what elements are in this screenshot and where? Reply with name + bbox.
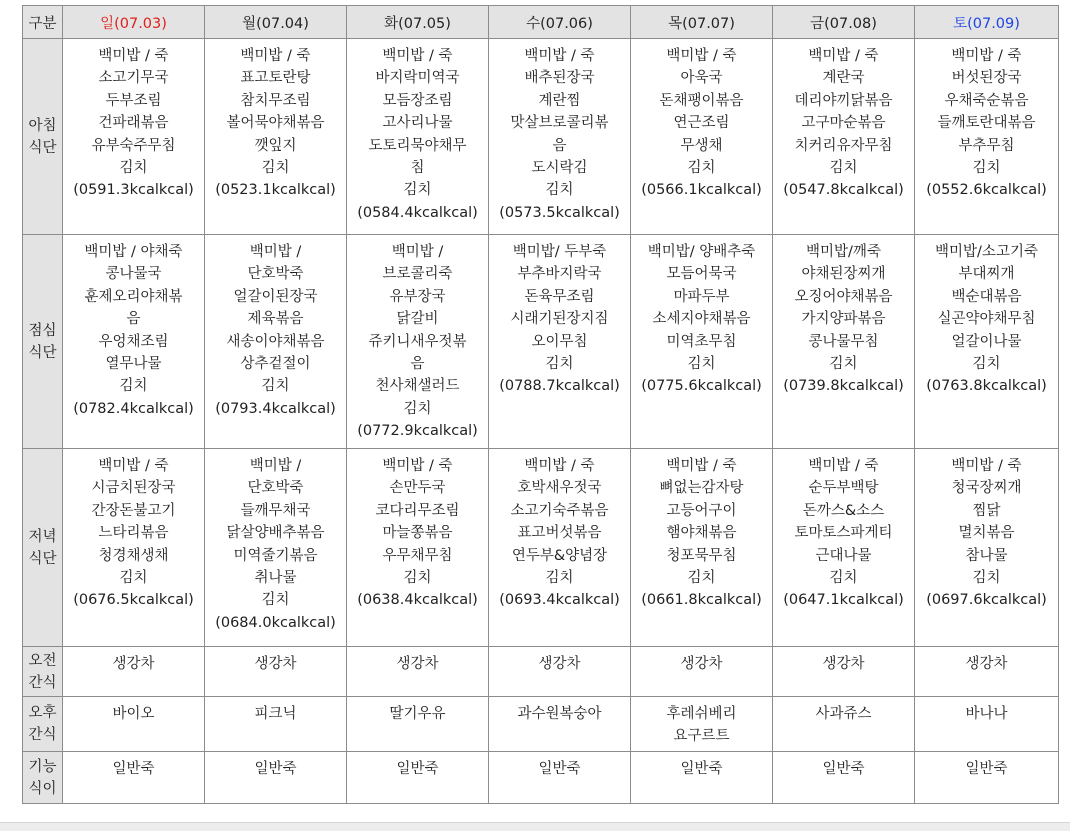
menu-cell-lunch-day-4 <box>631 235 773 449</box>
menu-item: 김치 <box>119 570 148 587</box>
menu-item: 쥬키니새우젓볶 <box>368 333 467 350</box>
header-day-1: 월(07.04) <box>205 6 347 39</box>
menu-item: 음 <box>552 137 567 154</box>
menu-item: 손만두국 <box>389 480 446 497</box>
row-label-lunch <box>23 235 63 449</box>
menu-cell-breakfast-day-4 <box>631 39 773 235</box>
weekly-meal-table <box>22 5 1059 804</box>
menu-item: 백미밥 / 죽 <box>524 48 595 64</box>
menu-cell-breakfast-day-0 <box>63 39 205 235</box>
menu-item: 가지양파볶음 <box>801 311 886 328</box>
menu-item: 간장돈불고기 <box>91 502 176 519</box>
menu-cell-dinner-day-1 <box>205 449 347 647</box>
menu-item: (0566.1kcalkcal) <box>641 182 762 199</box>
menu-item: 무생채 <box>680 137 723 154</box>
menu-cell-lunch-day-3 <box>489 235 631 449</box>
menu-item: 마파두부 <box>673 288 730 305</box>
menu-item: 뼈없는감자탕 <box>659 480 744 497</box>
menu-cell-lunch-day-2 <box>347 235 489 449</box>
menu-item: 김치 <box>261 378 290 395</box>
menu-item: 백미밥 / 죽 <box>666 458 737 474</box>
menu-item: 돈육무조림 <box>524 288 595 305</box>
menu-item: 돈채팽이볶음 <box>659 92 744 109</box>
menu-item: 실곤약야채무침 <box>937 311 1036 328</box>
menu-item: 김치 <box>972 356 1001 373</box>
menu-item: 닭살양배추볶음 <box>226 525 325 542</box>
menu-item: (0772.9kcalkcal) <box>357 423 478 440</box>
menu-cell-breakfast-day-1 <box>205 39 347 235</box>
menu-item: (0638.4kcalkcal) <box>357 592 478 609</box>
menu-item: 피크닉 <box>254 706 297 722</box>
menu-item: 김치 <box>119 378 148 395</box>
menu-item: 소고기숙주볶음 <box>510 502 609 519</box>
menu-item: 참나물 <box>965 547 1008 564</box>
menu-item: 김치 <box>687 160 716 177</box>
row-dinner <box>23 449 1059 647</box>
menu-item: (0547.8kcalkcal) <box>783 182 904 199</box>
menu-item: 치커리유자무침 <box>794 137 893 154</box>
row-label-text: 아침 <box>28 117 57 134</box>
menu-item: 생강차 <box>254 656 297 672</box>
menu-item: 일반죽 <box>965 761 1008 777</box>
menu-item: 코다리무조림 <box>375 502 460 519</box>
menu-item: 김치 <box>545 570 574 587</box>
menu-item: 단호박죽 <box>247 266 304 283</box>
menu-item: 단호박죽 <box>247 480 304 497</box>
menu-item: 호박새우젓국 <box>517 480 602 497</box>
menu-item: (0788.7kcalkcal) <box>499 378 620 395</box>
menu-cell-breakfast-day-3 <box>489 39 631 235</box>
menu-item: 모듬어묵국 <box>666 266 737 283</box>
menu-item: 김치 <box>687 356 716 373</box>
menu-item: 일반죽 <box>254 761 297 777</box>
menu-cell-morning-snack-day-1 <box>205 647 347 697</box>
menu-item: 백미밥 / 죽 <box>382 458 453 474</box>
menu-item: 일반죽 <box>680 761 723 777</box>
menu-item: 들깨토란대볶음 <box>937 115 1036 132</box>
row-afternoon-snack <box>23 697 1059 752</box>
menu-cell-functional-diet-day-1 <box>205 752 347 804</box>
header-day-4: 목(07.07) <box>631 6 773 39</box>
menu-item: 상추겉절이 <box>240 356 311 373</box>
row-label-morning-snack <box>23 647 63 697</box>
menu-item: 백미밥/ 두부죽 <box>512 244 607 260</box>
menu-item: 김치 <box>545 182 574 199</box>
menu-cell-lunch-day-5 <box>773 235 915 449</box>
menu-item: 건파래볶음 <box>98 115 169 132</box>
menu-item: 열무나물 <box>105 356 162 373</box>
menu-item: (0739.8kcalkcal) <box>783 378 904 395</box>
menu-item: 김치 <box>403 182 432 199</box>
header-day-6: 토(07.09) <box>915 6 1059 39</box>
menu-item: 취나물 <box>254 570 297 587</box>
menu-item: 얼갈이나물 <box>951 333 1022 350</box>
menu-item: 일반죽 <box>822 761 865 777</box>
menu-cell-breakfast-day-6 <box>915 39 1059 235</box>
menu-item: (0523.1kcalkcal) <box>215 182 336 199</box>
menu-item: 들깨무채국 <box>240 502 311 519</box>
menu-cell-functional-diet-day-2 <box>347 752 489 804</box>
row-label-text: 간식 <box>28 727 57 743</box>
header-day-0: 일(07.03) <box>63 6 205 39</box>
menu-item: 표고토란탕 <box>240 70 311 87</box>
menu-item: 연두부&양념장 <box>511 547 608 564</box>
menu-item: 백미밥 / 죽 <box>524 458 595 474</box>
menu-cell-functional-diet-day-3 <box>489 752 631 804</box>
menu-item: 생강차 <box>538 656 581 672</box>
menu-item: 딸기우유 <box>389 706 446 722</box>
menu-item: 백순대볶음 <box>951 288 1022 305</box>
menu-item: 생강차 <box>680 656 723 672</box>
menu-item: 백미밥/소고기죽 <box>935 244 1038 260</box>
menu-item: (0647.1kcalkcal) <box>783 592 904 609</box>
menu-item: (0552.6kcalkcal) <box>926 182 1047 199</box>
menu-item: 일반죽 <box>112 761 155 777</box>
menu-item: 김치 <box>687 570 716 587</box>
menu-item: 브로콜리죽 <box>382 266 453 283</box>
menu-cell-afternoon-snack-day-0 <box>63 697 205 752</box>
menu-item: 백미밥/깨죽 <box>806 244 881 260</box>
menu-item: 아욱국 <box>680 70 723 87</box>
menu-item: 백미밥 / 죽 <box>666 48 737 64</box>
row-label-dinner <box>23 449 63 647</box>
menu-cell-functional-diet-day-5 <box>773 752 915 804</box>
menu-item: 청포묵무침 <box>666 547 737 564</box>
menu-item: 청국장찌개 <box>951 480 1022 497</box>
menu-item: 참치무조림 <box>240 92 311 109</box>
menu-item: 훈제오리야채볶 <box>84 288 183 305</box>
menu-item: 토마토스파게티 <box>794 525 893 542</box>
row-label-text: 점심 <box>28 322 57 339</box>
menu-item: 백미밥 / 죽 <box>951 48 1022 64</box>
menu-cell-lunch-day-6 <box>915 235 1059 449</box>
menu-cell-afternoon-snack-day-6 <box>915 697 1059 752</box>
menu-item: 백미밥/ 양배추죽 <box>647 244 756 260</box>
menu-cell-afternoon-snack-day-5 <box>773 697 915 752</box>
menu-item: 김치 <box>403 400 432 417</box>
menu-item: 천사채샐러드 <box>375 378 460 395</box>
menu-item: 시금치된장국 <box>91 480 176 497</box>
menu-item: 모듬장조림 <box>382 92 453 109</box>
menu-item: 김치 <box>829 356 858 373</box>
row-label-text: 오전 <box>28 652 57 669</box>
menu-item: 생강차 <box>112 656 155 672</box>
menu-item: 백미밥 / 죽 <box>98 458 169 474</box>
menu-item: 김치 <box>261 160 290 177</box>
menu-item: 김치 <box>829 570 858 587</box>
menu-item: 오이무침 <box>531 333 588 350</box>
menu-item: 김치 <box>119 160 148 177</box>
menu-cell-dinner-day-6 <box>915 449 1059 647</box>
menu-cell-dinner-day-2 <box>347 449 489 647</box>
menu-item: 바이오 <box>112 706 155 722</box>
menu-cell-functional-diet-day-0 <box>63 752 205 804</box>
menu-cell-dinner-day-4 <box>631 449 773 647</box>
menu-item: 청경채생채 <box>98 547 169 564</box>
menu-item: 김치 <box>545 356 574 373</box>
menu-item: 마늘쫑볶음 <box>382 525 453 542</box>
menu-item: 과수원복숭아 <box>517 706 602 722</box>
menu-item: (0591.3kcalkcal) <box>73 182 194 199</box>
menu-item: 미역초무침 <box>666 333 737 350</box>
menu-item: 도시락김 <box>531 160 588 177</box>
row-label-text: 식이 <box>28 780 57 797</box>
header-corner-cell: 구분 <box>23 6 63 39</box>
menu-cell-functional-diet-day-4 <box>631 752 773 804</box>
menu-item: 고사리나물 <box>382 115 453 132</box>
menu-item: 김치 <box>261 592 290 609</box>
menu-item: (0676.5kcalkcal) <box>73 592 194 609</box>
row-morning-snack <box>23 647 1059 697</box>
menu-item: 백미밥 / 죽 <box>808 458 879 474</box>
menu-item: 음 <box>410 356 425 373</box>
menu-item: 소고기무국 <box>98 70 169 87</box>
row-label-text: 기능 <box>28 758 57 775</box>
menu-item: 유부장국 <box>389 288 446 305</box>
menu-cell-breakfast-day-5 <box>773 39 915 235</box>
header-day-5: 금(07.08) <box>773 6 915 39</box>
row-label-breakfast <box>23 39 63 235</box>
menu-cell-afternoon-snack-day-1 <box>205 697 347 752</box>
menu-item: 맛살브로콜리볶 <box>510 115 609 132</box>
menu-item: 소세지야채볶음 <box>652 311 751 328</box>
menu-item: 오징어야채볶음 <box>794 288 893 305</box>
menu-item: 찜닭 <box>972 502 1001 519</box>
menu-item: 콩나물무침 <box>808 333 879 350</box>
menu-item: 생강차 <box>396 656 439 672</box>
menu-item: 바지락미역국 <box>375 70 460 87</box>
menu-item: 백미밥 / <box>249 458 302 474</box>
menu-item: 생강차 <box>965 656 1008 672</box>
menu-item: (0763.8kcalkcal) <box>926 378 1047 395</box>
menu-item: (0697.6kcalkcal) <box>926 592 1047 609</box>
menu-item: 백미밥 / 죽 <box>382 48 453 64</box>
row-functional-diet <box>23 752 1059 804</box>
menu-item: 계란찜 <box>538 92 581 109</box>
menu-item: 볼어묵야채볶음 <box>226 115 325 132</box>
menu-item: 우무채무침 <box>382 547 453 564</box>
menu-cell-morning-snack-day-6 <box>915 647 1059 697</box>
menu-item: (0775.6kcalkcal) <box>641 378 762 395</box>
menu-item: 근대나물 <box>815 547 872 564</box>
menu-cell-morning-snack-day-3 <box>489 647 631 697</box>
menu-item: 계란국 <box>822 70 865 87</box>
menu-item: 시래기된장지짐 <box>510 311 609 328</box>
menu-item: 느타리볶음 <box>98 525 169 542</box>
menu-item: 배추된장국 <box>524 70 595 87</box>
menu-item: 요구르트 <box>673 728 730 745</box>
menu-item: 콩나물국 <box>105 266 162 283</box>
menu-item: 백미밥 / 죽 <box>808 48 879 64</box>
menu-item: 새송이야채볶음 <box>226 333 325 350</box>
menu-cell-morning-snack-day-4 <box>631 647 773 697</box>
menu-item: 닭갈비 <box>396 311 439 328</box>
menu-item: 후레쉬베리 <box>666 706 737 722</box>
menu-item: 햄야채볶음 <box>666 525 737 542</box>
menu-item: 부대찌개 <box>958 266 1015 283</box>
menu-item: 도토리묵야채무 <box>368 137 467 154</box>
menu-item: 멸치볶음 <box>958 525 1015 542</box>
menu-item: 음 <box>126 311 141 328</box>
menu-item: 일반죽 <box>538 761 581 777</box>
menu-item: 유부숙주무침 <box>91 137 176 154</box>
menu-cell-lunch-day-1 <box>205 235 347 449</box>
menu-item: 고구마순볶음 <box>801 115 886 132</box>
menu-cell-afternoon-snack-day-2 <box>347 697 489 752</box>
menu-cell-afternoon-snack-day-4 <box>631 697 773 752</box>
menu-cell-functional-diet-day-6 <box>915 752 1059 804</box>
menu-item: 백미밥 / 죽 <box>98 48 169 64</box>
row-label-functional-diet <box>23 752 63 804</box>
menu-item: (0661.8kcalkcal) <box>641 592 762 609</box>
menu-item: 일반죽 <box>396 761 439 777</box>
menu-cell-afternoon-snack-day-3 <box>489 697 631 752</box>
menu-cell-lunch-day-0 <box>63 235 205 449</box>
row-breakfast <box>23 39 1059 235</box>
menu-item: 연근조림 <box>673 115 730 132</box>
menu-item: (0573.5kcalkcal) <box>499 204 620 221</box>
row-label-text: 식단 <box>28 139 57 156</box>
menu-item: 사과쥬스 <box>815 706 872 722</box>
menu-item: 침 <box>410 160 425 177</box>
menu-item: (0793.4kcalkcal) <box>215 400 336 417</box>
menu-item: 데리야끼닭볶음 <box>794 92 893 109</box>
menu-item: (0584.4kcalkcal) <box>357 204 478 221</box>
menu-item: 바나나 <box>965 706 1008 722</box>
menu-cell-morning-snack-day-0 <box>63 647 205 697</box>
menu-item: 우엉채조림 <box>98 333 169 350</box>
menu-item: 표고버섯볶음 <box>517 525 602 542</box>
row-label-text: 식단 <box>28 344 57 361</box>
menu-item: 백미밥 / 야채죽 <box>84 244 183 260</box>
menu-item: 제육볶음 <box>247 311 304 328</box>
menu-cell-breakfast-day-2 <box>347 39 489 235</box>
menu-item: 백미밥 / 죽 <box>951 458 1022 474</box>
menu-item: 부추바지락국 <box>517 266 602 283</box>
row-label-afternoon-snack <box>23 697 63 752</box>
row-label-text: 오후 <box>28 705 57 721</box>
menu-item: 야채된장찌개 <box>801 266 886 283</box>
menu-item: 두부조림 <box>105 92 162 109</box>
menu-item: 김치 <box>972 160 1001 177</box>
menu-item: 미역줄기볶음 <box>233 547 318 564</box>
table-body <box>23 39 1059 804</box>
menu-item: 순두부백탕 <box>808 480 879 497</box>
menu-item: 생강차 <box>822 656 865 672</box>
menu-item: 얼갈이된장국 <box>233 288 318 305</box>
menu-item: 백미밥 / 죽 <box>240 48 311 64</box>
row-label-text: 간식 <box>28 674 57 691</box>
menu-cell-dinner-day-0 <box>63 449 205 647</box>
menu-item: (0782.4kcalkcal) <box>73 400 194 417</box>
menu-cell-dinner-day-5 <box>773 449 915 647</box>
menu-item: (0693.4kcalkcal) <box>499 592 620 609</box>
menu-cell-morning-snack-day-2 <box>347 647 489 697</box>
row-lunch <box>23 235 1059 449</box>
menu-item: 우채죽순볶음 <box>944 92 1029 109</box>
header-day-2: 화(07.05) <box>347 6 489 39</box>
menu-item: (0684.0kcalkcal) <box>215 614 336 631</box>
menu-item: 깻잎지 <box>254 137 297 154</box>
row-label-text: 식단 <box>28 550 57 567</box>
header-day-3: 수(07.06) <box>489 6 631 39</box>
menu-item: 백미밥 / <box>249 244 302 260</box>
menu-item: 백미밥 / <box>391 244 444 260</box>
menu-item: 김치 <box>829 160 858 177</box>
menu-cell-dinner-day-3 <box>489 449 631 647</box>
table-header-row <box>23 6 1059 39</box>
menu-item: 김치 <box>403 570 432 587</box>
menu-item: 부추무침 <box>958 137 1015 154</box>
menu-item: 김치 <box>972 570 1001 587</box>
menu-item: 버섯된장국 <box>951 70 1022 87</box>
menu-cell-morning-snack-day-5 <box>773 647 915 697</box>
menu-item: 돈까스&소스 <box>802 502 885 519</box>
menu-item: 고등어구이 <box>666 502 737 519</box>
row-label-text: 저녁 <box>28 528 57 545</box>
